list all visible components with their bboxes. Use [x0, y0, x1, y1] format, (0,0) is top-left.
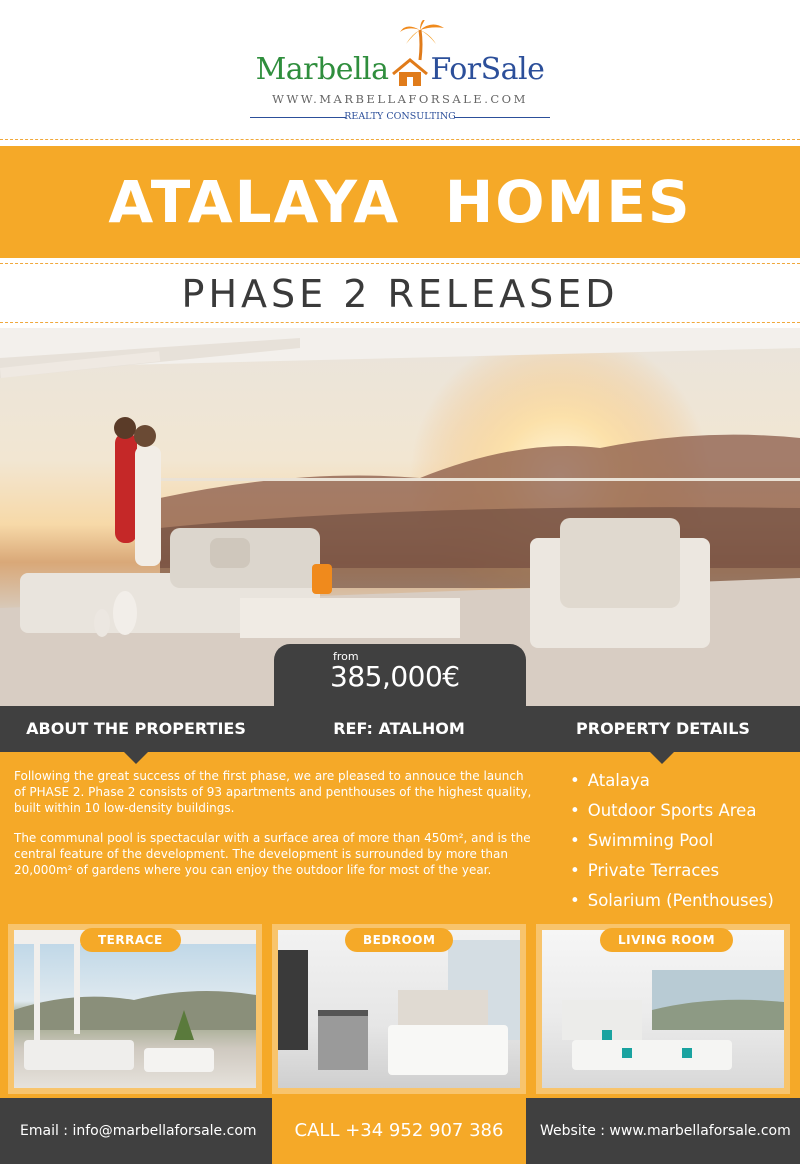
about-paragraph: Following the great success of the first phase, we are pleased to annouce the launch of PHASE 2. Phase 2 consists of 93 apartments and penthouses of the highest quality, built within 10 low-density buildings. — [14, 769, 532, 815]
notch-pointer — [650, 752, 674, 764]
logo — [0, 0, 800, 134]
price-from-label: from — [333, 650, 359, 663]
house-icon — [389, 52, 431, 88]
logo-wordmark — [0, 52, 800, 88]
price-value: 385,000€ — [330, 660, 460, 693]
logo-word-forsale: ForSale — [430, 52, 545, 87]
logo-url: WWW.MARBELLAFORSALE.COM — [272, 92, 528, 106]
list-item: • Swimming Pool — [570, 826, 794, 856]
terrace-label: TERRACE — [80, 928, 181, 952]
website-link[interactable]: Website : www.marbellaforsale.com — [540, 1123, 791, 1139]
about-heading: ABOUT THE PROPERTIES — [26, 719, 246, 738]
page-title: ATALAYA HOMES — [108, 168, 692, 236]
list-item: • Private Terraces — [570, 856, 794, 886]
divider-dashed — [0, 263, 800, 264]
phone-link[interactable]: CALL +34 952 907 386 — [272, 1098, 526, 1164]
list-item: • Solarium (Penthouses) — [570, 886, 794, 916]
list-item: • Outdoor Sports Area — [570, 796, 794, 826]
living-room-label: LIVING ROOM — [600, 928, 733, 952]
ref-label: REF: ATALHOM — [333, 719, 465, 738]
logo-word-marbella: Marbella — [255, 52, 389, 87]
divider-dashed — [0, 139, 800, 140]
info-bar — [0, 706, 800, 752]
bedroom-label: BEDROOM — [345, 928, 453, 952]
page-subtitle: PHASE 2 RELEASED — [181, 272, 619, 316]
about-paragraph: The communal pool is spectacular with a surface area of more than 450m², and is the central feature of the development. The development is surrounded by more than 20,000m² of gardens where you can enjoy the outdoor life for most of the year. — [14, 831, 531, 877]
list-item: • Atalaya — [570, 766, 794, 796]
logo-tagline: REALTY CONSULTING — [344, 111, 456, 122]
email-link[interactable]: Email : info@marbellaforsale.com — [20, 1123, 257, 1139]
footer — [0, 1098, 800, 1164]
divider-dashed — [0, 322, 800, 323]
about-text — [14, 768, 536, 892]
notch-pointer — [124, 752, 148, 764]
details-heading: PROPERTY DETAILS — [576, 719, 750, 738]
details-list — [570, 766, 794, 916]
